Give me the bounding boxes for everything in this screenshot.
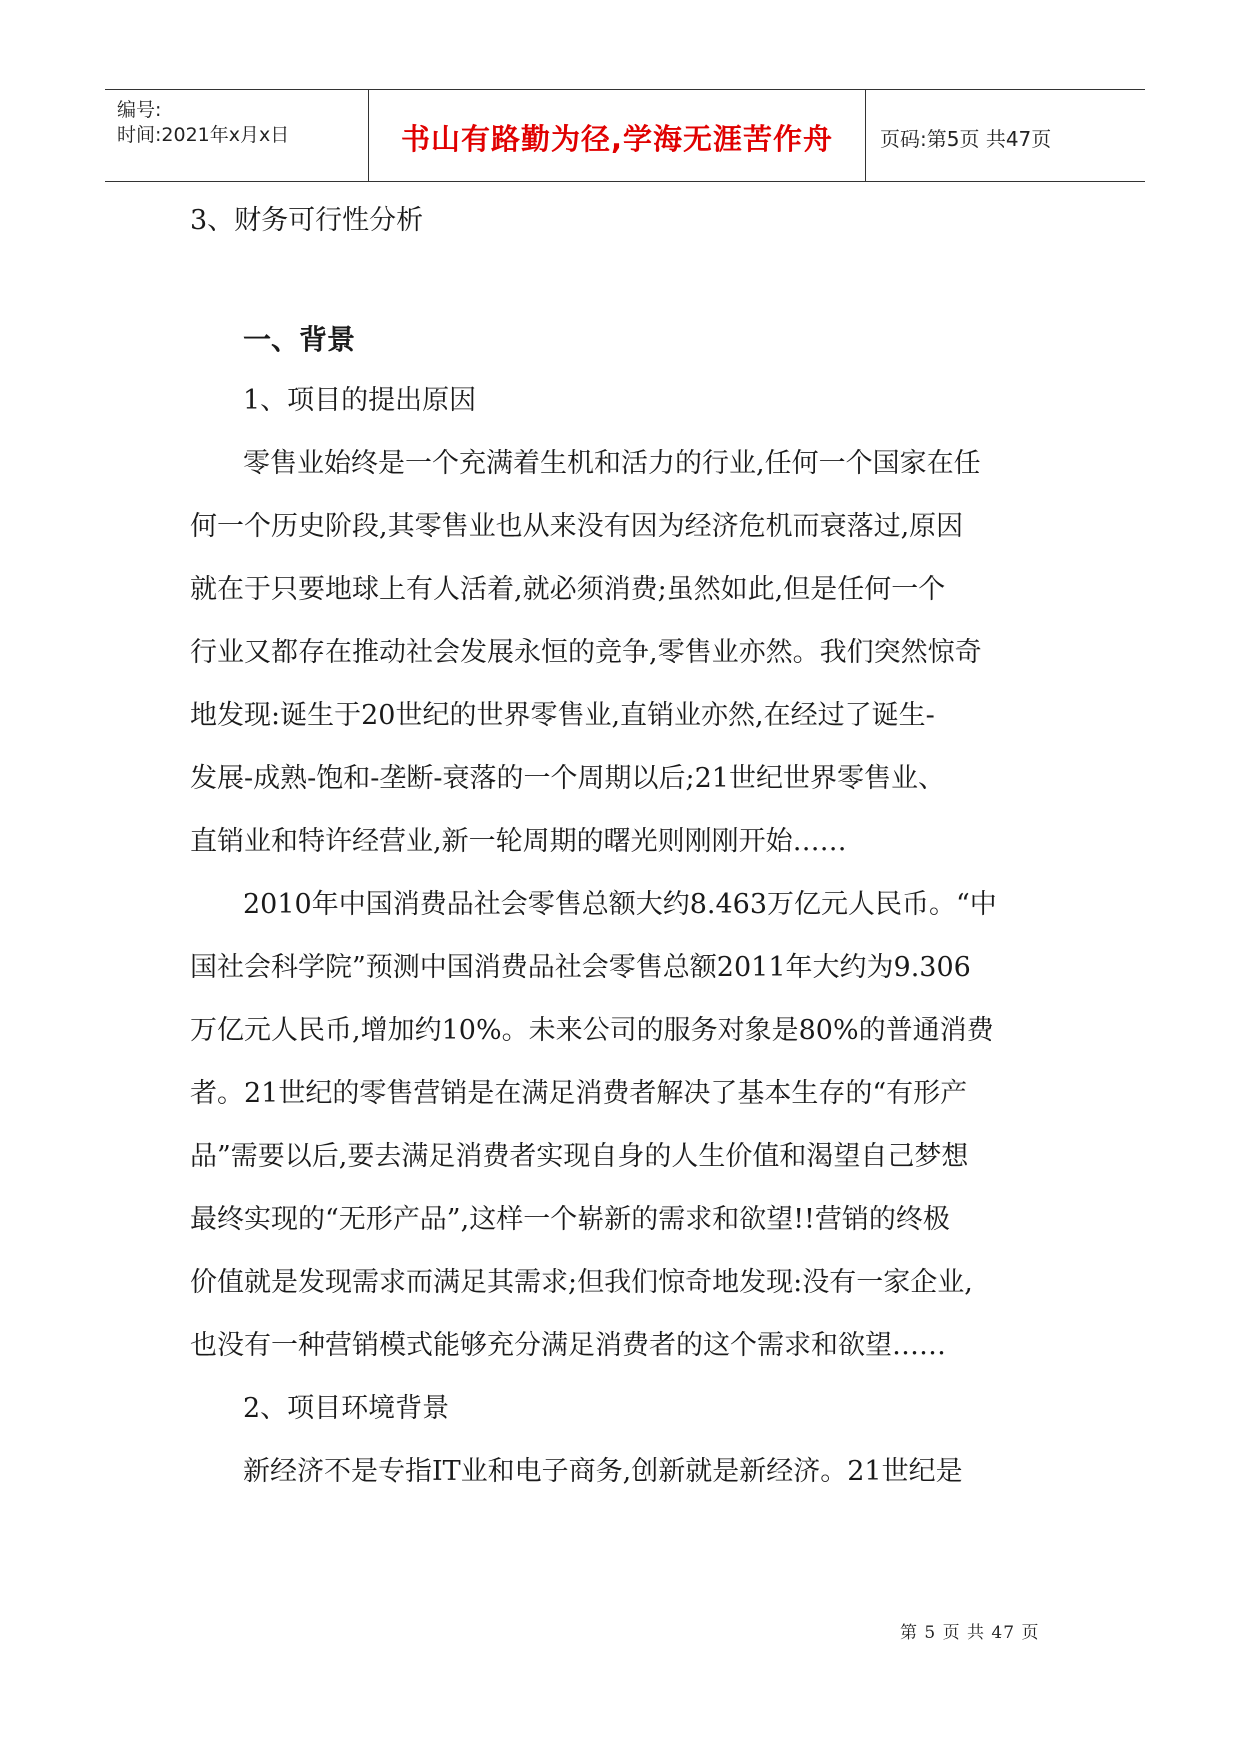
paragraph-line: 者。21世纪的零售营销是在满足消费者解决了基本生存的“有形产 <box>190 1078 968 1109</box>
paragraph-line: 行业又都存在推动社会发展永恒的竞争,零售业亦然。我们突然惊奇 <box>190 637 982 668</box>
paragraph-line: 就在于只要地球上有人活着,就必须消费;虽然如此,但是任何一个 <box>190 574 946 605</box>
header-page-code: 页码:第5页 共47页 <box>880 127 1052 151</box>
subheading-environment: 2、项目环境背景 <box>243 1393 450 1424</box>
paragraph-line: 价值就是发现需求而满足其需求;但我们惊奇地发现:没有一家企业, <box>190 1267 973 1298</box>
header-info-cell <box>105 90 369 181</box>
paragraph-line: 最终实现的“无形产品”,这样一个崭新的需求和欲望!!营销的终极 <box>190 1204 950 1235</box>
page-footer: 第 5 页 共 47 页 <box>900 1623 1040 1643</box>
section-heading: 一、背景 <box>243 323 356 356</box>
paragraph-line: 2010年中国消费品社会零售总额大约8.463万亿元人民币。“中 <box>243 889 997 920</box>
paragraph-line: 国社会科学院”预测中国消费品社会零售总额2011年大约为9.306 <box>190 952 971 983</box>
paragraph-line: 品”需要以后,要去满足消费者实现自身的人生价值和渴望自己梦想 <box>190 1141 969 1172</box>
paragraph-line: 新经济不是专指IT业和电子商务,创新就是新经济。21世纪是 <box>243 1456 963 1487</box>
header-motto-cell <box>369 90 866 181</box>
paragraph-line: 也没有一种营销模式能够充分满足消费者的这个需求和欲望…… <box>190 1330 946 1361</box>
paragraph-line: 万亿元人民币,增加约10%。未来公司的服务对象是80%的普通消费 <box>190 1015 994 1046</box>
time-label: 时间:2021年x月x日 <box>117 124 290 146</box>
header-motto: 书山有路勤为径,学海无涯苦作舟 <box>400 122 834 156</box>
page-header <box>105 89 1145 182</box>
paragraph-line: 直销业和特许经营业,新一轮周期的曙光则刚刚开始…… <box>190 826 847 857</box>
paragraph-line: 零售业始终是一个充满着生机和活力的行业,任何一个国家在任 <box>243 448 981 479</box>
paragraph-line: 何一个历史阶段,其零售业也从来没有因为经济危机而衰落过,原因 <box>190 511 964 542</box>
item-financial-feasibility: 3、财务可行性分析 <box>190 205 424 236</box>
paragraph-line: 地发现:诞生于20世纪的世界零售业,直销业亦然,在经过了诞生- <box>190 700 935 731</box>
paragraph-line: 发展-成熟-饱和-垄断-衰落的一个周期以后;21世纪世界零售业、 <box>190 763 945 794</box>
subheading-reason: 1、项目的提出原因 <box>243 385 477 416</box>
code-label: 编号: <box>117 99 162 121</box>
header-page-cell <box>866 90 1145 181</box>
